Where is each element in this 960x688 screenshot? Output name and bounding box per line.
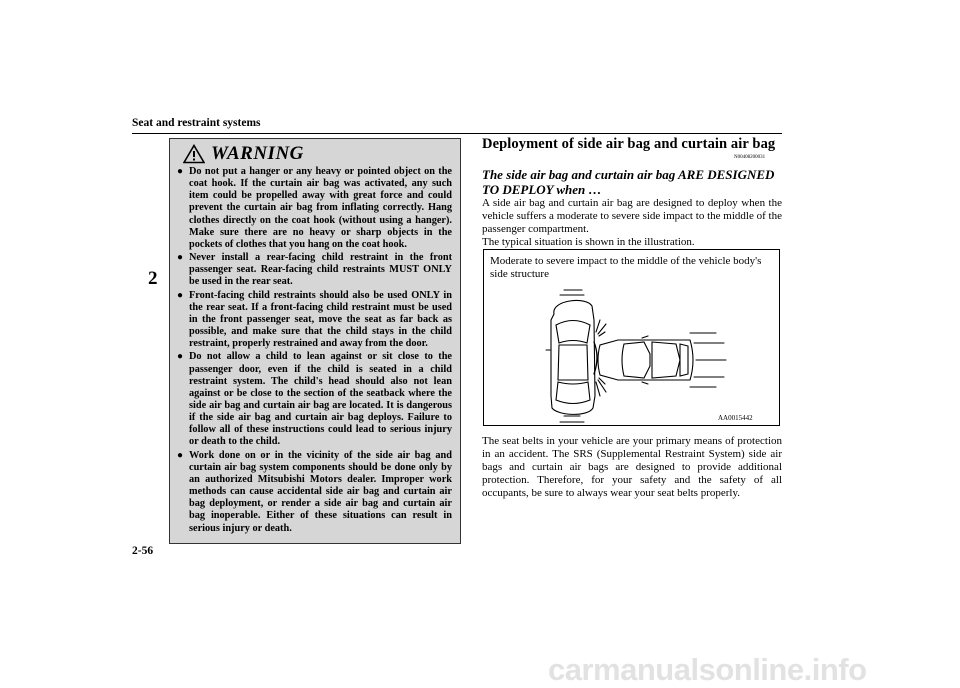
illustration-box xyxy=(483,249,780,426)
paragraph-seat-belts: The seat belts in your vehicle are your primary means of protection in an accident. The SRS (Supplemental Restraint System) side air bags and curtain air bags are designed to provide additional protection. Therefore, for your safety and the safety of all occupants, be sure to always wear your seat belts properly. xyxy=(482,435,782,499)
struck-vehicle xyxy=(551,300,595,414)
warning-item: ● Do not allow a child to lean against or sit close to the passenger door, even if the child is seated in a child restraint system. The child's head should also not lean against or be close to the section of the seatback where the side air bag and curtain air bag are located. It is dangerous if the side air bag and curtain air bag deploys. Failure to follow all of these instructions could lead to serious injury or death to the child. xyxy=(177,351,452,448)
illustration-caption: Moderate to severe impact to the middle of the vehicle body's side structure xyxy=(490,255,762,280)
side-impact-illustration xyxy=(484,250,781,427)
warning-title: WARNING xyxy=(211,143,304,164)
bullet-icon: ● xyxy=(177,449,184,461)
chapter-tab-number: 2 xyxy=(148,268,158,289)
warning-item: ● Do not put a hanger or any heavy or pointed object on the coat hook. If the curtain air bag was activated, any such item could be propelled away with great force and could prevent the curtain air bag from inflating correctly. Hang clothes directly on the coat hook (without using a hanger). Make sure there are no heavy or sharp objects in the pockets of clothes that you hang on the coat hook. xyxy=(177,166,452,250)
warning-item: ● Front-facing child restraints should also be used ONLY in the rear seat. If a front-facing child restraint must be used in the front passenger seat, move the seat as far back as possible, and make sure that the child stays in the child restraint, properly restrained and away from the door. xyxy=(177,289,452,350)
illustration-code: AA0015442 xyxy=(718,414,753,422)
warning-box xyxy=(169,138,461,544)
watermark: carmanualsonline.info xyxy=(548,652,867,687)
warning-item: ● Never install a rear-facing child restraint in the front passenger seat. Rear-facing child restraints MUST ONLY be used in the rear seat. xyxy=(177,252,452,288)
bullet-icon: ● xyxy=(177,252,184,264)
paragraph-typical: The typical situation is shown in the illustration. xyxy=(482,236,695,248)
bullet-icon: ● xyxy=(177,289,184,301)
section-code: N00408200031 xyxy=(734,155,766,160)
warning-item: ● Work done on or in the vicinity of the side air bag and curtain air bag system components should be done only by an authorized Mitsubishi Motors dealer. Improper work methods can cause accidental side air bag and curtain air bag deployment, or render a side air bag and curtain air bag inoperable. Either of these situations can result in serious injury or death. xyxy=(177,449,452,534)
warning-triangle-icon xyxy=(183,144,205,164)
paragraph-deploy: A side air bag and curtain air bag are designed to deploy when the vehicle suffers a moderate to severe side impact to the middle of the passenger compartment. xyxy=(482,197,782,235)
bullet-icon: ● xyxy=(177,351,184,363)
header-divider xyxy=(132,133,782,134)
bullet-icon: ● xyxy=(177,166,184,177)
subheading: The side air bag and curtain air bag ARE DESIGNED TO DEPLOY when … xyxy=(482,167,775,197)
section-heading: Deployment of side air bag and curtain air bag xyxy=(482,136,776,152)
warning-list xyxy=(177,166,452,535)
section-header-title: Seat and restraint systems xyxy=(132,117,261,129)
warning-header xyxy=(183,143,452,165)
page-number: 2-56 xyxy=(132,545,154,557)
